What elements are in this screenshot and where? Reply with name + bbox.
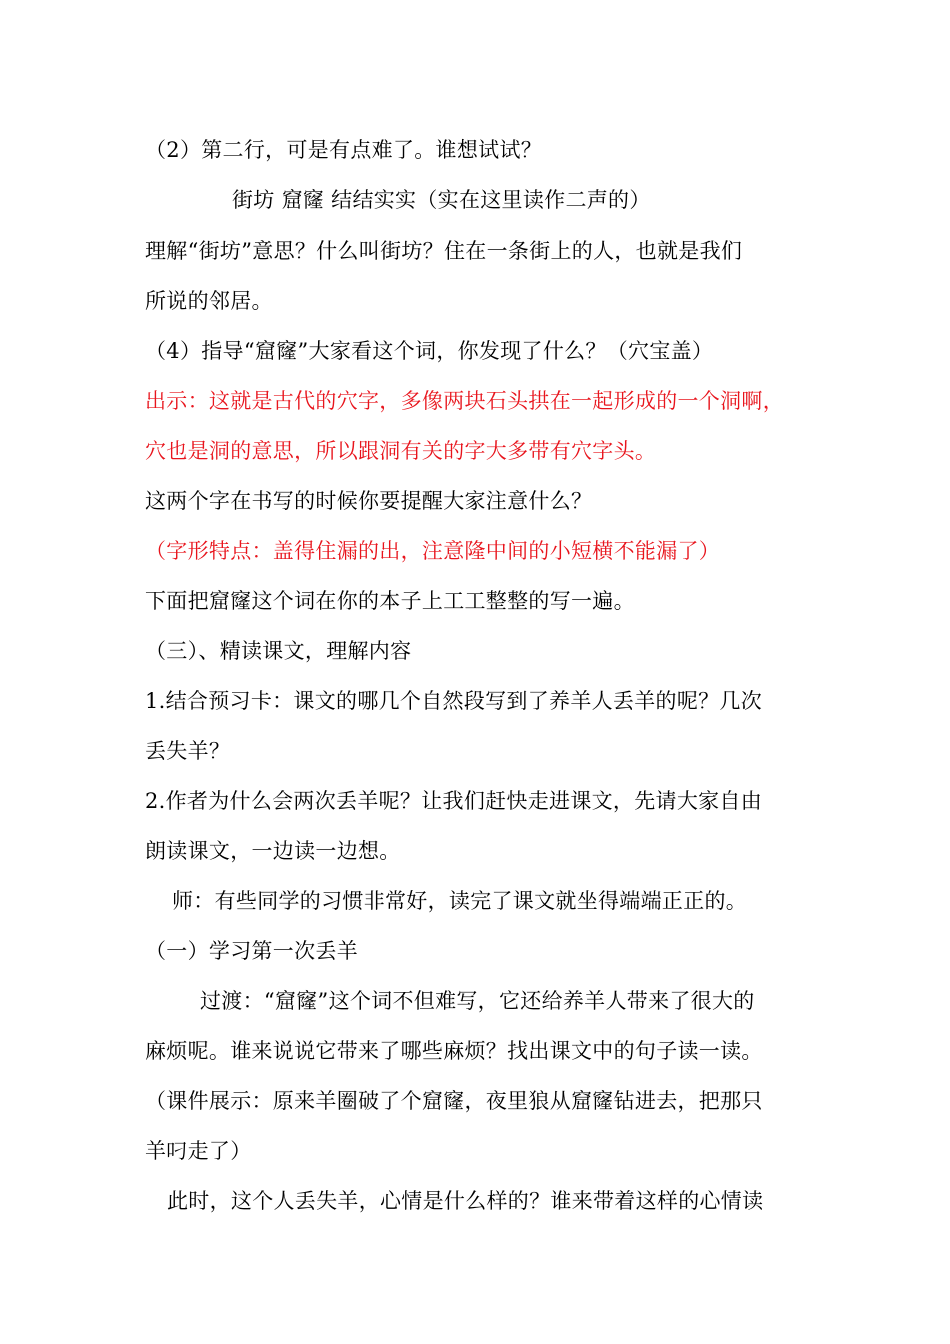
text-line: （4）指导“窟窿”大家看这个词，你发现了什么？（穴宝盖） [145,339,714,363]
text-line: 所说的邻居。 [145,289,273,313]
section-heading: （三）、精读课文，理解内容 [145,639,412,663]
text-line: 麻烦呢。谁来说说它带来了哪些麻烦？找出课文中的句子读一读。 [145,1039,763,1063]
text-line: 丢失羊？ [145,739,231,763]
text-line: 下面把窟窿这个词在你的本子上工工整整的写一遍。 [145,589,635,613]
text-line: 理解“街坊”意思？什么叫街坊？住在一条街上的人，也就是我们 [145,239,743,263]
text-line: 师：有些同学的习惯非常好，读完了课文就坐得端端正正的。 [172,889,748,913]
section-heading: （一）学习第一次丢羊 [145,939,358,963]
text-line: （课件展示：原来羊圈破了个窟窿，夜里狼从窟窿钻进去，把那只 [145,1089,763,1113]
text-line: 2.作者为什么会两次丢羊呢？让我们赶快走进课文，先请大家自由 [145,789,763,813]
text-line: 过渡：“窟窿”这个词不但难写，它还给养羊人带来了很大的 [200,989,755,1013]
text-line: 这两个字在书写的时候你要提醒大家注意什么？ [145,489,593,513]
text-line: 朗读课文，一边读一边想。 [145,839,401,863]
highlighted-text-line: 穴也是洞的意思，所以跟洞有关的字大多带有穴字头。 [145,439,657,463]
text-line: 街坊 窟窿 结结实实（实在这里读作二声的） [232,188,651,212]
text-line: 1.结合预习卡：课文的哪几个自然段写到了养羊人丢羊的呢？几次 [145,689,763,713]
text-line: 此时，这个人丢失羊，心情是什么样的？谁来带着这样的心情读 [167,1189,764,1213]
text-line: （2）第二行，可是有点难了。谁想试试？ [145,138,543,162]
highlighted-text-line: （字形特点：盖得住漏的出，注意隆中间的小短横不能漏了） [145,539,721,563]
text-line: 羊叼走了） [145,1139,252,1163]
highlighted-text-line: 出示：这就是古代的穴字，多像两块石头拱在一起形成的一个洞啊， [145,389,784,413]
